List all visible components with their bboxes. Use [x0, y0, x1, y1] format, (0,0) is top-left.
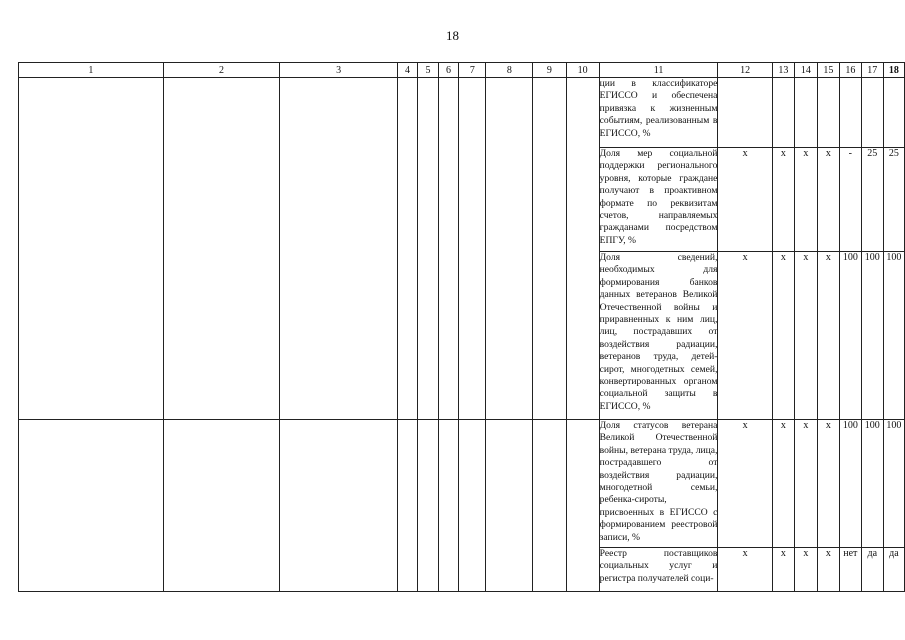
value-cell: x — [772, 148, 794, 252]
cell-col10 — [566, 78, 599, 420]
value-cell: да — [883, 548, 904, 592]
column-header: 4 — [397, 63, 417, 78]
column-header: 5 — [418, 63, 438, 78]
indicator-description: ции в классификаторе ЕГИССО и обеспечена привязка к жизненным событиям, реализованным в ЕГИССО, % — [599, 78, 718, 148]
table-row — [19, 78, 905, 148]
column-header: 8 — [486, 63, 533, 78]
cell-col4 — [397, 78, 417, 420]
value-cell — [718, 78, 772, 148]
cell-col9 — [533, 420, 566, 592]
cell-col8 — [486, 78, 533, 420]
value-cell — [861, 78, 883, 148]
cell-col10 — [566, 420, 599, 592]
column-header: 14 — [794, 63, 817, 78]
column-header: 17 — [861, 63, 883, 78]
cell-col6 — [438, 420, 458, 592]
value-cell: x — [817, 420, 839, 548]
value-cell: x — [817, 548, 839, 592]
column-header: 15 — [817, 63, 839, 78]
value-cell: x — [718, 148, 772, 252]
cell-col1 — [19, 78, 164, 420]
value-cell: 100 — [883, 420, 904, 548]
column-header: 11 — [599, 63, 718, 78]
value-cell: 100 — [861, 420, 883, 548]
cell-col9 — [533, 78, 566, 420]
value-cell: 25 — [861, 148, 883, 252]
cell-col8 — [486, 420, 533, 592]
column-header: 7 — [459, 63, 486, 78]
cell-col7 — [459, 78, 486, 420]
value-cell: 100 — [861, 252, 883, 420]
column-header: 6 — [438, 63, 458, 78]
value-cell: x — [817, 252, 839, 420]
header-row — [19, 63, 905, 78]
cell-col7 — [459, 420, 486, 592]
column-header: 3 — [280, 63, 397, 78]
value-cell: 100 — [839, 252, 861, 420]
column-header: 9 — [533, 63, 566, 78]
indicator-description: Реестр поставщиков социальных услуг и регистра получателей соци- — [599, 548, 718, 592]
column-header: 2 — [163, 63, 280, 78]
page-number: 18 — [446, 28, 459, 43]
value-cell: x — [718, 252, 772, 420]
value-cell: 100 — [883, 252, 904, 420]
indicator-table — [18, 62, 905, 592]
cell-col1 — [19, 420, 164, 592]
indicator-description: Доля сведений, необходимых для формирования банков данных ветеранов Великой Отечественной войны и приравненных к ним лиц, лиц, пострадавших от воздействия радиации, ветеранов труда, детей-сирот, многодетных семей, конвертированных органом социальной защиты в ЕГИССО, % — [599, 252, 718, 420]
cell-col3 — [280, 420, 397, 592]
value-cell: x — [718, 548, 772, 592]
column-header: 1 — [19, 63, 164, 78]
value-cell — [883, 78, 904, 148]
value-cell: да — [861, 548, 883, 592]
value-cell: x — [794, 420, 817, 548]
column-header: 18 — [883, 63, 904, 78]
value-cell: x — [772, 420, 794, 548]
cell-col2 — [163, 78, 280, 420]
column-header: 16 — [839, 63, 861, 78]
cell-col4 — [397, 420, 417, 592]
value-cell: x — [817, 148, 839, 252]
value-cell — [817, 78, 839, 148]
value-cell: 25 — [883, 148, 904, 252]
value-cell — [772, 78, 794, 148]
cell-col2 — [163, 420, 280, 592]
value-cell — [839, 78, 861, 148]
value-cell: - — [839, 148, 861, 252]
value-cell — [794, 78, 817, 148]
value-cell: x — [794, 252, 817, 420]
value-cell: x — [772, 548, 794, 592]
value-cell: x — [772, 252, 794, 420]
column-header: 13 — [772, 63, 794, 78]
cell-col6 — [438, 78, 458, 420]
column-header: 12 — [718, 63, 772, 78]
value-cell: x — [794, 548, 817, 592]
cell-col5 — [418, 78, 438, 420]
value-cell: x — [718, 420, 772, 548]
indicator-description: Доля мер социальной поддержки регионального уровня, которые граждане получают в проактивном формате по реквизитам счетов, направляемых гражданами посредством ЕПГУ, % — [599, 148, 718, 252]
indicator-description: Доля статусов ветерана Великой Отечественной войны, ветерана труда, лица, пострадавшего от воздействия радиации, многодетной семьи, ребенка-сироты, присвоенных в ЕГИССО с формированием реестровой записи, % — [599, 420, 718, 548]
cell-col3 — [280, 78, 397, 420]
value-cell: x — [794, 148, 817, 252]
table-row — [19, 420, 905, 548]
cell-col5 — [418, 420, 438, 592]
value-cell: нет — [839, 548, 861, 592]
value-cell: 100 — [839, 420, 861, 548]
column-header: 10 — [566, 63, 599, 78]
